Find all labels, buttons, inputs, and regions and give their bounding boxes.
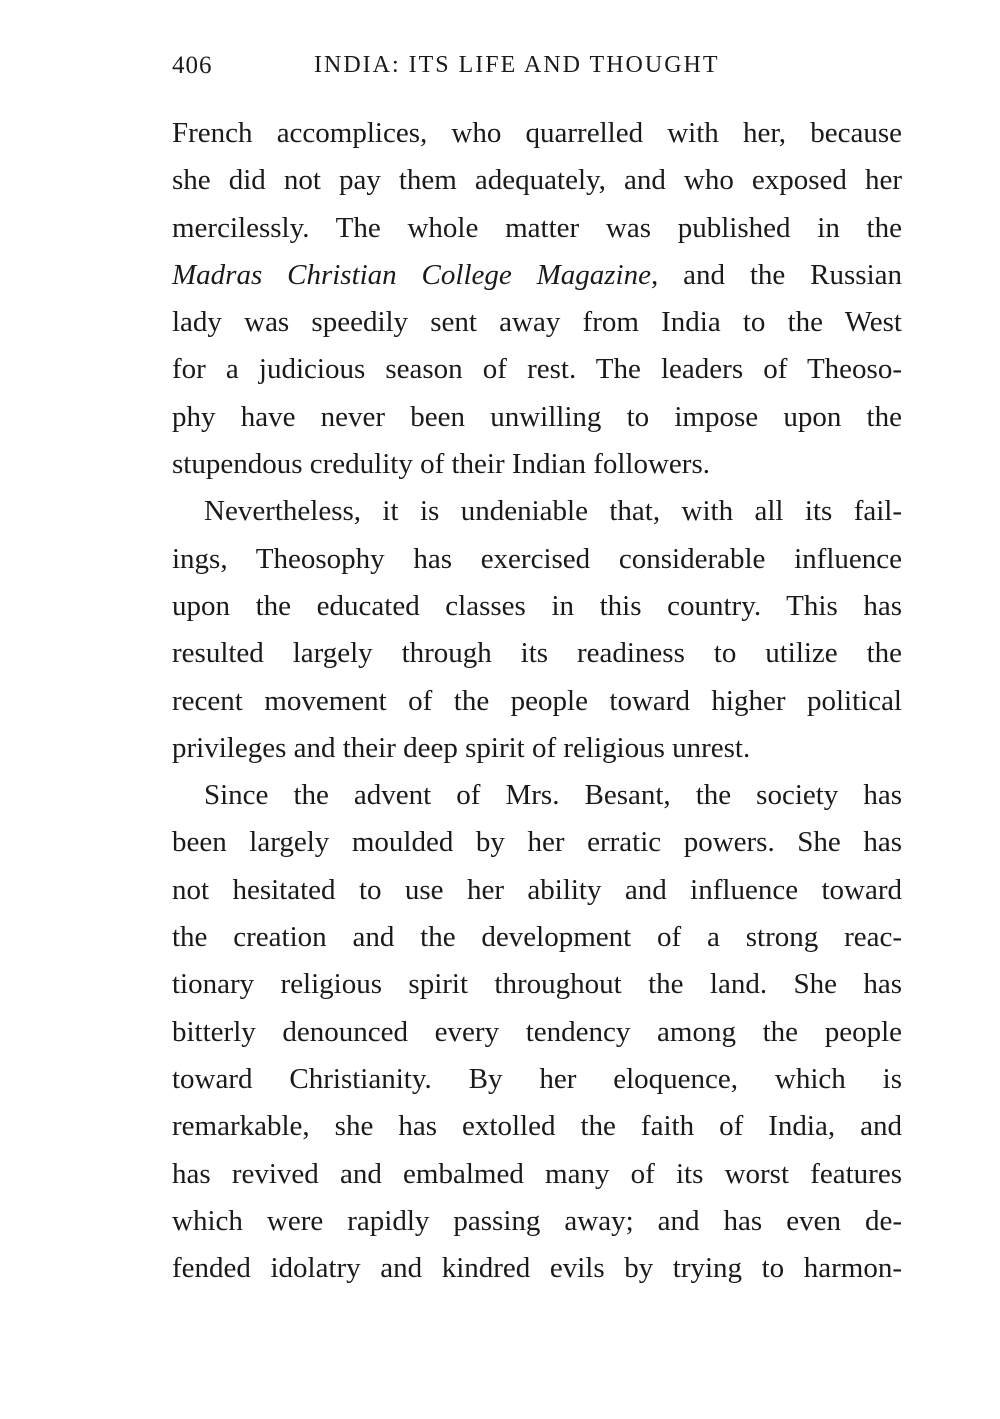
text-line: she did not pay them adequately, and who exposed her xyxy=(172,164,902,197)
text-line: upon the educated classes in this country. This has xyxy=(172,589,902,622)
text-line: which were rapidly passing away; and has even de- xyxy=(172,1204,902,1237)
text-line: French accomplices, who quarrelled with her, because xyxy=(172,117,902,149)
text-line: Since the advent of Mrs. Besant, the society has xyxy=(204,779,902,812)
page-header xyxy=(172,52,902,84)
text-line: been largely moulded by her erratic powers. She has xyxy=(172,826,902,859)
paragraph-3 xyxy=(172,772,902,1292)
text-line: stupendous credulity of their Indian followers. xyxy=(172,448,710,481)
text-line: for a judicious season of rest. The leaders of Theoso- xyxy=(172,353,902,386)
text-line: remarkable, she has extolled the faith of India, and xyxy=(172,1110,902,1143)
magazine-title: Madras Christian College Magazine, xyxy=(172,258,659,291)
text-line: lady was speedily sent away from India to the West xyxy=(172,306,902,339)
text-line: has revived and embalmed many of its worst features xyxy=(172,1157,902,1190)
text-line: mercilessly. The whole matter was published in the xyxy=(172,211,902,244)
running-title: INDIA: ITS LIFE AND THOUGHT xyxy=(314,52,720,78)
text-line: Nevertheless, it is undeniable that, with all its fail- xyxy=(204,495,902,528)
paragraph-1 xyxy=(172,110,902,488)
paragraph-2 xyxy=(172,488,902,772)
text-line: fended idolatry and kindred evils by trying to harmon- xyxy=(172,1252,902,1285)
page-number: 406 xyxy=(172,52,213,79)
body-text xyxy=(172,110,902,1292)
text-line: the creation and the development of a strong reac- xyxy=(172,921,902,954)
text-line: privileges and their deep spirit of religious unrest. xyxy=(172,731,751,764)
text-line xyxy=(172,252,902,299)
text-line: recent movement of the people toward higher political xyxy=(172,684,902,717)
text-line: tionary religious spirit throughout the land. She has xyxy=(172,968,902,1001)
text-line: ings, Theosophy has exercised considerable influence xyxy=(172,542,902,575)
text-line: phy have never been unwilling to impose upon the xyxy=(172,400,902,433)
text-line: resulted largely through its readiness to utilize the xyxy=(172,637,902,670)
text-line: toward Christianity. By her eloquence, which is xyxy=(172,1062,902,1095)
text-line: not hesitated to use her ability and influence toward xyxy=(172,873,902,906)
text-line: bitterly denounced every tendency among the people xyxy=(172,1015,902,1048)
text-fragment: and the Russian xyxy=(658,258,902,291)
